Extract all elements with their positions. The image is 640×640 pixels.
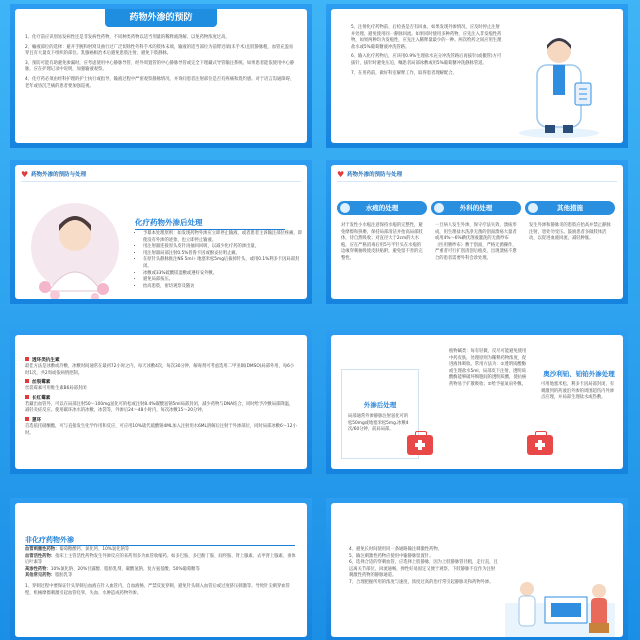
slide-antidotes[interactable] [10, 330, 312, 474]
column-surgical [431, 201, 521, 263]
slide-body [331, 9, 623, 143]
paragraph: 6、选择合适的穿刺血管，应选择上肢静脉，因为上肢静脉管径粗，走行直，且远离关节部位，回流通畅，弹性好易固定又便于观察，下肢静脉不宜作为注射刺激性药物的静脉通道。 [349, 560, 498, 579]
box-title: 奥沙利铂、铂铂外渗处理 [543, 370, 615, 378]
bullet-item: • 在原针头静脉推注NS 5ml＋地塞米松5mg后拔掉针头，或用0.1%利多卡因局部封闭。 [143, 257, 303, 270]
paragraph-list [349, 547, 499, 587]
slide-body [331, 165, 623, 299]
box-text: 可用地塞米松、利多卡因局部封闭，有刺激到的药液沿外渗的周围超伤内外渗点应理，并局部生理盐水或热敷。 [541, 382, 615, 401]
square-bullet-icon [25, 357, 29, 361]
item-title-text: 丝裂霉素 [32, 380, 51, 386]
slide-header-text: 药物外渗的预防与处理 [347, 172, 403, 178]
bullet-item: • 用注射器连接原头皮针再抽回回吸，以减少化疗药的渗出量。 [143, 244, 303, 251]
paragraph: 6、输入化疗药物后，应该用0.9%生理盐水充分冲洗管路后再拔针(或撤管)方可拔针，拔针时避免压迫，嘱患者局部冰敷或用5%葡萄糖冲洗静脉管道。 [351, 54, 502, 66]
row-label: 其他常见药物： [25, 573, 56, 579]
paragraph: 3、预防可能有助避免渗漏时，应考虑使用中心静脉导管，经外周置管的中心静脉导管或完全下埋藏式导管输注系统。如果患者能依使用中心静脉，应在护理记录中说明，加强输液观察。 [25, 60, 295, 73]
heart-icon: ♥ [21, 170, 29, 179]
drug-category-list [25, 547, 297, 597]
paragraph-list [351, 25, 503, 80]
header-divider [337, 181, 617, 182]
item-title-text: 透环类抗生素 [32, 358, 60, 363]
bullet-item: • 冰敷或33%硫酸镁湿敷或遵好安外敷。 [143, 271, 303, 278]
medical-icon [340, 203, 350, 213]
medical-icon [528, 203, 538, 213]
paragraph: 7、在用药前，做好科室解释工作，取得患者理解配合。 [351, 70, 457, 76]
doctor-illustration [509, 29, 609, 139]
item-title [25, 417, 297, 424]
column-label: 水疱的处理 [365, 204, 399, 212]
slide-prevention-3[interactable] [326, 498, 628, 640]
box-title: 外渗后处理 [363, 401, 397, 409]
nurse-portrait [25, 191, 125, 299]
header-divider [21, 181, 301, 182]
square-bullet-icon [25, 379, 29, 383]
title-underline [135, 229, 285, 230]
slide-header [337, 169, 402, 181]
first-aid-kit-icon [527, 435, 553, 455]
paragraph: 5、输注刺激性药物应使用中输静脉留置针。 [349, 553, 434, 559]
row-label: 血管活性药物： [25, 553, 56, 559]
plant-alkaloid-note: 植物碱类：每有轻微、反尽可能避免使用中药皮肤，处理原则为稀释药物浓度，促进液体吸收。常用方法为：①透明质酸酶或生理盐水5ml，局部皮下注射，透明质酸酶能够破坏细胞间的透明质酸，使抗癌药物易于扩散吸收；②给予氨氧肩外敷。 [449, 349, 527, 387]
item-text: 若藏出血管外，可以在局部注射50～100mg氢化可的松或注射8.4%碳酸氢钠5ml局部封闭，减少药物与DNA结合，同时给予冷敷局部降温，减轻炎症反应。使用碳环冰水的冰敷，冰袋等，外渗后24～48小时内，每次冰敷15～20分钟。 [25, 401, 294, 414]
row-text: 指床上主管活性药物发生外渗反应的来药剂多为血管收缩药，如多巴胺、多巴酚丁胺、间羟胺、肾上腺素、去甲肾上腺素、垂体后叶素等 [25, 553, 296, 566]
slide-body [15, 165, 307, 299]
column-other [525, 201, 615, 243]
slide-body [15, 9, 307, 143]
title-underline [25, 545, 295, 546]
paragraph: 7、合理把握所用的浓度与速度，浓度过高的治疗常引起静脉炎和药物外渗。 [349, 579, 494, 585]
slide-body [15, 503, 307, 637]
column-label-pill [431, 201, 521, 215]
slide-extravasation-handling[interactable] [10, 160, 312, 304]
column-label: 其他措施 [557, 204, 583, 212]
square-bullet-icon [25, 417, 29, 421]
section-title: 化疗药物外渗后处理 [135, 218, 203, 227]
row-text: 葡萄糖酸钙、氯化钙、10%氯化钠等 [59, 547, 130, 552]
drug-category-row [25, 547, 297, 554]
column-label: 外科的处理 [459, 204, 493, 212]
slide-non-chemo[interactable] [10, 498, 312, 640]
slide-blister-handling[interactable] [326, 160, 628, 304]
box-text: 局部通常外渗静脉注射氢化可的松50mg或地塞米松5mg.冰敷4次/60分钟，前局局部。 [348, 414, 409, 433]
item-title [25, 357, 297, 364]
slide-header-text: 药物外渗的预防与处理 [31, 172, 87, 178]
column-text: 一旦病人发生外渗，保守疗法失效、溃疡形成，用生理盐水洗净无菌的创面溃疡大量者或用4%～6%碘伏溶液灌洗的无菌纱布（医用胰纱布）敷于创面，严格无菌操作，严重者可行扩创清创后植皮，出现溃疡不愈合的患者需要外科会诊处理。 [435, 223, 517, 261]
slide-title: 药物外渗的预防 [105, 9, 217, 27]
slide-header [21, 169, 86, 181]
paragraph: 4、化疗药必须由经科护理的护士执行或指导，输液过程中严密观察静脉情况、并询问患者注射部位是否有疼痛和烧灼感。对于语言沟通障碍、老年或昏沉乏痛的患者要加强巡视。 [25, 76, 295, 89]
square-bullet-icon [25, 395, 29, 399]
item-title [25, 395, 297, 402]
paragraph: 2、輸液部位的选择：避开手腕和肘窝及曲行过广泛切除性外科手术的肢体末端，输液的适当部位为前臂近端(未手术)且肢静脉粗，血管充盈易穿且有大量皮下组织的部位。乳腺癌根治术后避免患肢注射，避免下肢静脉。 [25, 44, 294, 57]
bullet-item: • 用注射器局部注射0.5%普鲁卡因或酚妥拉明止痛。 [143, 251, 303, 258]
section-title: 非化疗药物外渗 [25, 536, 74, 544]
slide-body [331, 335, 623, 469]
bullet-list [135, 231, 303, 290]
first-aid-kit-icon [407, 435, 433, 455]
row-text: 10%氯化钠、20%甘露醇、脂肪乳剂、碳酸氢钠、复方氨基酸、50%葡萄糖等 [50, 566, 200, 572]
slide-prevention-2[interactable] [326, 4, 628, 148]
row-label: 血管刺激性药物： [25, 547, 60, 552]
medical-icon [434, 203, 444, 213]
paragraph: 4、避免长时间使用同一条通路输注刺激性药物。 [349, 547, 442, 552]
paragraph-list [25, 35, 297, 93]
column-label-pill [337, 201, 427, 215]
slide-body [15, 335, 307, 469]
bullet-item: • 避免局部按压。 [143, 277, 303, 284]
bullet-item: • 抬高患肢，密切观察及随访 [143, 284, 303, 291]
paragraph: 1、化疗前应识别易发病性还是非发病性药物，不同种类药物以适当剂量的稀释液溶解，以免药物浓度过高。 [25, 35, 230, 40]
column-text: 发生外渗和静脉炎的患肢应抬高并禁止静脉注射，患处勿受压。鼓励患者多做肢体活动，以促进血液回流，减轻肿胀。 [529, 223, 611, 242]
item-title-text: 蒽环 [32, 417, 42, 423]
column-text: 对于发性小水疱注意保持水疱的完整性，避免摩擦和挤磨，保持局部清洁并抬高局部肢体，待自然吸收；对直径大于2cm的大水疱，应在严格消毒后用5号半针头在水疱的边缘穿刺抽吸使皮肤贴附，避免留不善的完整性。 [341, 223, 423, 261]
row-text: 脂肪乳等 [55, 573, 73, 579]
column-blister [337, 201, 427, 263]
paragraph: 5、注射化疗药物前、后检查是否有回血，如果发现外渗情况，应及时停止注射并处理，避免使用同一静脉回流。如果同时使用多种药物，应先注入非发疱性药物，如果两种均为发疱性，应先注入稀释量最少的一种。两次给药之间应用生理盐水或5%葡萄糖液冲洗管路。 [351, 25, 502, 50]
bullet-item: • 予暴本处理原则：如发现药物外渗应立即停止输液，或者患者主诉输注部位疼痛，即使没有外渗的迹象，也立即停止输液。 [143, 231, 303, 244]
slide-post-extravasation[interactable] [326, 330, 628, 474]
oxaliplatin-box [541, 369, 617, 402]
column-label-pill [525, 201, 615, 215]
drug-category-row [25, 573, 297, 580]
slide-body [331, 503, 623, 637]
item-text: 最佳方法是冰敷或冷敷，冰敷时间通常在最初72小时之内，每天冰敷4次，每次30分钟，解毒剂可考虑选用二甲亚砜(DMSO)局部外用，每6小时1次，共2周或依病情控制。 [25, 364, 295, 376]
item-text: 首选依托硝酮酯，可与直接发生化学作用和反应，可应用10%硫代硫酸钠4ML加入注射用水6ML溶解后注射于外渗部位，同时局部冰敷6～12小时。 [25, 423, 297, 436]
item-title-text: 长红霉素 [32, 395, 51, 401]
drug-category-row [25, 554, 297, 567]
row-label: 高渗性药物： [25, 566, 51, 572]
item-text: 丝裂霉素可用维生素B6局部封闭 [25, 386, 87, 392]
item-list [25, 355, 297, 437]
heart-icon: ♥ [337, 170, 345, 179]
slide-prevention-1[interactable] [10, 4, 312, 148]
hospital-scene-illustration [505, 561, 615, 637]
footer-note: 1、穿刺过程中要保证针头穿刺后血液在针入血管内，自血液畅、严禁反复穿刺，避免针头刺入血管后或过度挤压刺激等。导致针尖刺穿血管壁，机械摩擦刺激引起血管痉挛，失血、水肿造成药物外渗。 [25, 583, 290, 596]
